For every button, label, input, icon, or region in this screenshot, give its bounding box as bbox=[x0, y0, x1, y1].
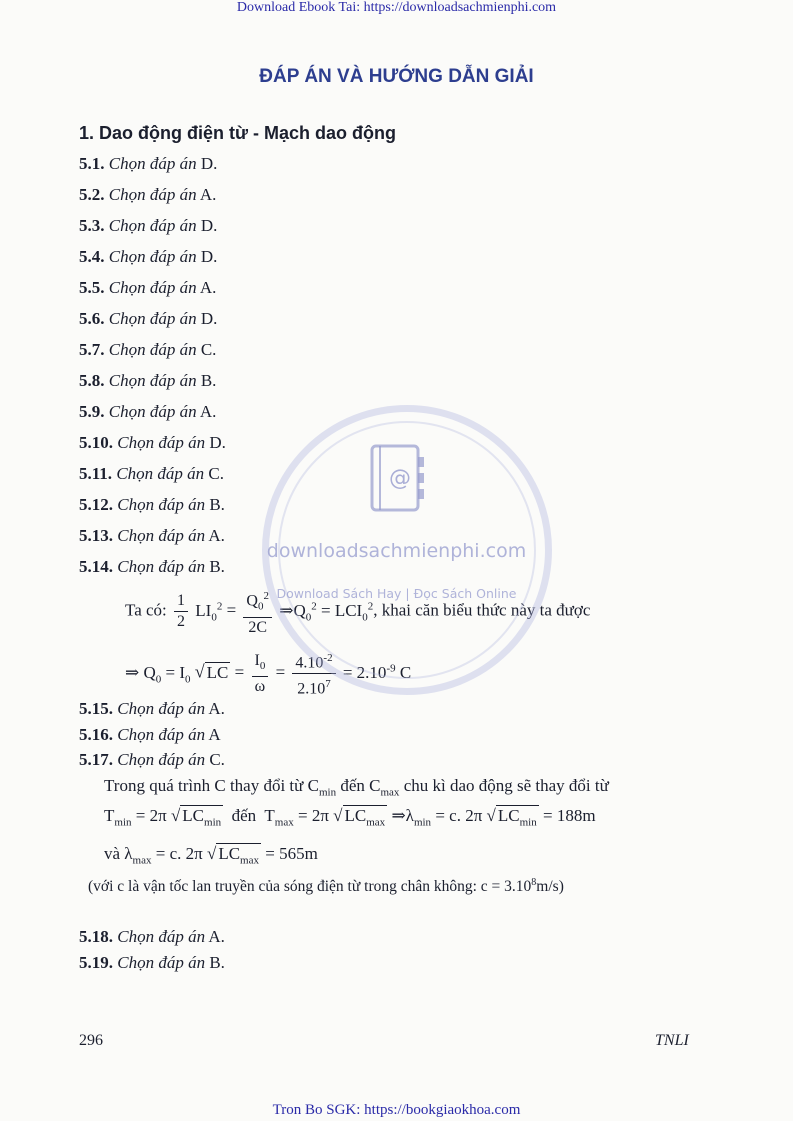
answer-item bbox=[79, 952, 225, 974]
answer-choose-text: Chọn đáp án bbox=[108, 216, 197, 235]
watermark-site: downloadsachmienphi.com bbox=[266, 540, 527, 562]
answer-letter: D. bbox=[200, 309, 218, 328]
explanation-line-2: $T_{min} = 2\pi$ √ $LC_{min}$ đến $T_{max} = 2\pi$ √ $LC_{max}$ $\Rightarrow\lambda_{min} = c$. 2π √ $LC_{min} = 188m$ bbox=[104, 806, 596, 829]
eq1-result: $\Rightarrow Q_0^2 = LCI_0^2$ bbox=[279, 600, 374, 624]
answer-letter: C. bbox=[200, 340, 217, 359]
answer-number: 5.13. bbox=[79, 526, 113, 545]
answer-letter: D. bbox=[200, 247, 218, 266]
eq2-lhs: ⇒ $Q_0$ bbox=[125, 662, 162, 686]
explanation-line-1: Trong quá trình C thay đổi từ $C_{min}$ đến $C_{max}$ chu kì dao động sẽ thay đổi từ bbox=[104, 776, 609, 799]
watermark-tagline: Download Sách Hay | Đọc Sách Online bbox=[276, 586, 517, 601]
eq2-result: = $2.10^{-9}$ C bbox=[342, 662, 412, 682]
answer-choose-text: Chọn đáp án bbox=[117, 557, 206, 576]
answer-number: 5.3. bbox=[79, 216, 105, 235]
fraction-i0-omega bbox=[252, 651, 269, 697]
explanation-line-3: và $\lambda_{max} = c$. 2π √ $LC_{max} = 565m$ bbox=[104, 844, 318, 867]
answer-item bbox=[79, 926, 225, 948]
answer-choose-text: Chọn đáp án bbox=[117, 699, 206, 718]
answer-choose-text: Chọn đáp án bbox=[117, 927, 206, 946]
answer-letter: D. bbox=[209, 433, 226, 452]
answer-choose-text: Chọn đáp án bbox=[117, 952, 206, 972]
answer-number: 5.1. bbox=[79, 154, 105, 173]
answer-letter: A bbox=[208, 724, 221, 744]
q-num: $Q_0^2$ bbox=[243, 586, 272, 618]
header-download-link[interactable]: Download Ebook Tai: https://downloadsachmienphi.com bbox=[236, 0, 557, 15]
li-text: LI bbox=[195, 600, 212, 620]
answer-letter: B. bbox=[200, 371, 217, 390]
answer-letter: A. bbox=[199, 278, 217, 297]
answer-item bbox=[79, 724, 221, 746]
answer-item bbox=[79, 494, 225, 516]
equation-energy: Ta có: $\frac{1}{2}$ $LI_0^2$ = $\frac{Q_0^2}{2C}$ $\Rightarrow Q_0^2 = LCI_0^2$, khai căn biểu thức này ta được bbox=[125, 586, 590, 638]
answer-number: 5.4. bbox=[79, 247, 105, 266]
den-2e7: 2.10$^7$ bbox=[297, 678, 331, 698]
answer-item bbox=[79, 749, 225, 771]
answer-choose-text: Chọn đáp án bbox=[117, 724, 206, 744]
equation-q0: ⇒ $Q_0 = I_0$ √ LC = $\frac{I_0}{\omega}$ = $\frac{4.10^{-2}}{2.10^7}$ = $2.10^{-9}$ C bbox=[125, 648, 411, 700]
eq2-i0: = $I_0$ bbox=[165, 662, 191, 686]
answer-item bbox=[79, 184, 216, 206]
answer-letter: A. bbox=[208, 526, 225, 545]
eq1-li: $LI_0^2$ bbox=[195, 600, 223, 624]
answer-number: 5.17. bbox=[79, 750, 113, 769]
answer-choose-text: Chọn đáp án bbox=[117, 750, 206, 769]
notebook-at-icon bbox=[366, 443, 426, 520]
answer-item bbox=[79, 698, 225, 720]
answer-choose-text: Chọn đáp án bbox=[117, 495, 206, 514]
answer-number: 5.14. bbox=[79, 557, 113, 576]
answer-item bbox=[79, 153, 217, 175]
answer-number: 5.11. bbox=[79, 464, 113, 483]
answer-number: 5.12. bbox=[79, 495, 113, 514]
answer-letter: D. bbox=[200, 216, 218, 235]
answer-letter: B. bbox=[209, 557, 225, 576]
answer-number: 5.5. bbox=[79, 278, 105, 297]
answer-choose-text: Chọn đáp án bbox=[108, 278, 197, 297]
answer-item bbox=[79, 308, 217, 330]
answer-choose-text: Chọn đáp án bbox=[117, 433, 206, 452]
answer-letter: D. bbox=[200, 154, 218, 173]
eq1-prefix: Ta có: bbox=[125, 600, 167, 620]
footer-sgk-link[interactable]: Tron Bo SGK: https://bookgiaokhoa.com bbox=[272, 1102, 521, 1118]
num-4e-2: $4.10^{-2}$ bbox=[292, 648, 335, 674]
page-title: ĐÁP ÁN VÀ HƯỚNG DẪN GIẢI bbox=[259, 66, 534, 87]
answer-item bbox=[79, 339, 216, 361]
answer-number: 5.16. bbox=[79, 724, 113, 744]
answer-choose-text: Chọn đáp án bbox=[117, 526, 206, 545]
answer-choose-text: Chọn đáp án bbox=[108, 371, 197, 390]
answer-number: 5.8. bbox=[79, 371, 105, 390]
omega-den: ω bbox=[254, 677, 266, 695]
answer-choose-text: Chọn đáp án bbox=[116, 464, 205, 483]
book-code: TNLI bbox=[655, 1032, 689, 1049]
answer-item bbox=[79, 215, 217, 237]
answer-letter: B. bbox=[209, 495, 225, 514]
answer-letter: C. bbox=[209, 750, 225, 769]
section-title: 1. Dao động điện từ - Mạch dao động bbox=[79, 123, 397, 143]
answer-letter: A. bbox=[199, 402, 217, 421]
answer-choose-text: Chọn đáp án bbox=[108, 340, 197, 359]
answer-letter: B. bbox=[209, 952, 225, 972]
eq1-tail: , khai căn biểu thức này ta được bbox=[373, 600, 591, 620]
answer-item bbox=[79, 463, 224, 485]
answer-choose-text: Chọn đáp án bbox=[108, 309, 197, 328]
answer-letter: C. bbox=[208, 464, 224, 483]
answer-item bbox=[79, 246, 217, 268]
half-num: 1 bbox=[174, 591, 188, 612]
answer-letter: A. bbox=[208, 699, 225, 718]
sqrt-lc: LC bbox=[206, 662, 229, 682]
answer-number: 5.18. bbox=[79, 927, 113, 946]
answer-number: 5.10. bbox=[79, 433, 113, 452]
q-den: 2C bbox=[248, 618, 268, 636]
i0-num: $I_0$ bbox=[252, 651, 269, 677]
answer-choose-text: Chọn đáp án bbox=[108, 185, 197, 204]
answer-number: 5.9. bbox=[79, 402, 105, 421]
answer-choose-text: Chọn đáp án bbox=[108, 247, 197, 266]
answer-item bbox=[79, 432, 226, 454]
answer-letter: A. bbox=[199, 185, 217, 204]
answer-choose-text: Chọn đáp án bbox=[108, 402, 197, 421]
answer-item bbox=[79, 370, 216, 392]
answer-number: 5.7. bbox=[79, 340, 105, 359]
svg-text:@: @ bbox=[389, 466, 411, 491]
explanation-note: (với c là vận tốc lan truyền của sóng điện từ trong chân không: $c = 3.10^8m/s$) bbox=[88, 877, 564, 896]
page-number: 296 bbox=[79, 1032, 103, 1049]
answer-number: 5.6. bbox=[79, 309, 105, 328]
answer-number: 5.15. bbox=[79, 699, 113, 718]
answer-item bbox=[79, 277, 216, 299]
answer-number: 5.2. bbox=[79, 185, 105, 204]
answer-item bbox=[79, 401, 216, 423]
answer-letter: A. bbox=[208, 927, 225, 946]
half-den: 2 bbox=[177, 613, 186, 631]
answer-number: 5.19. bbox=[79, 952, 113, 972]
answer-choose-text: Chọn đáp án bbox=[108, 154, 197, 173]
